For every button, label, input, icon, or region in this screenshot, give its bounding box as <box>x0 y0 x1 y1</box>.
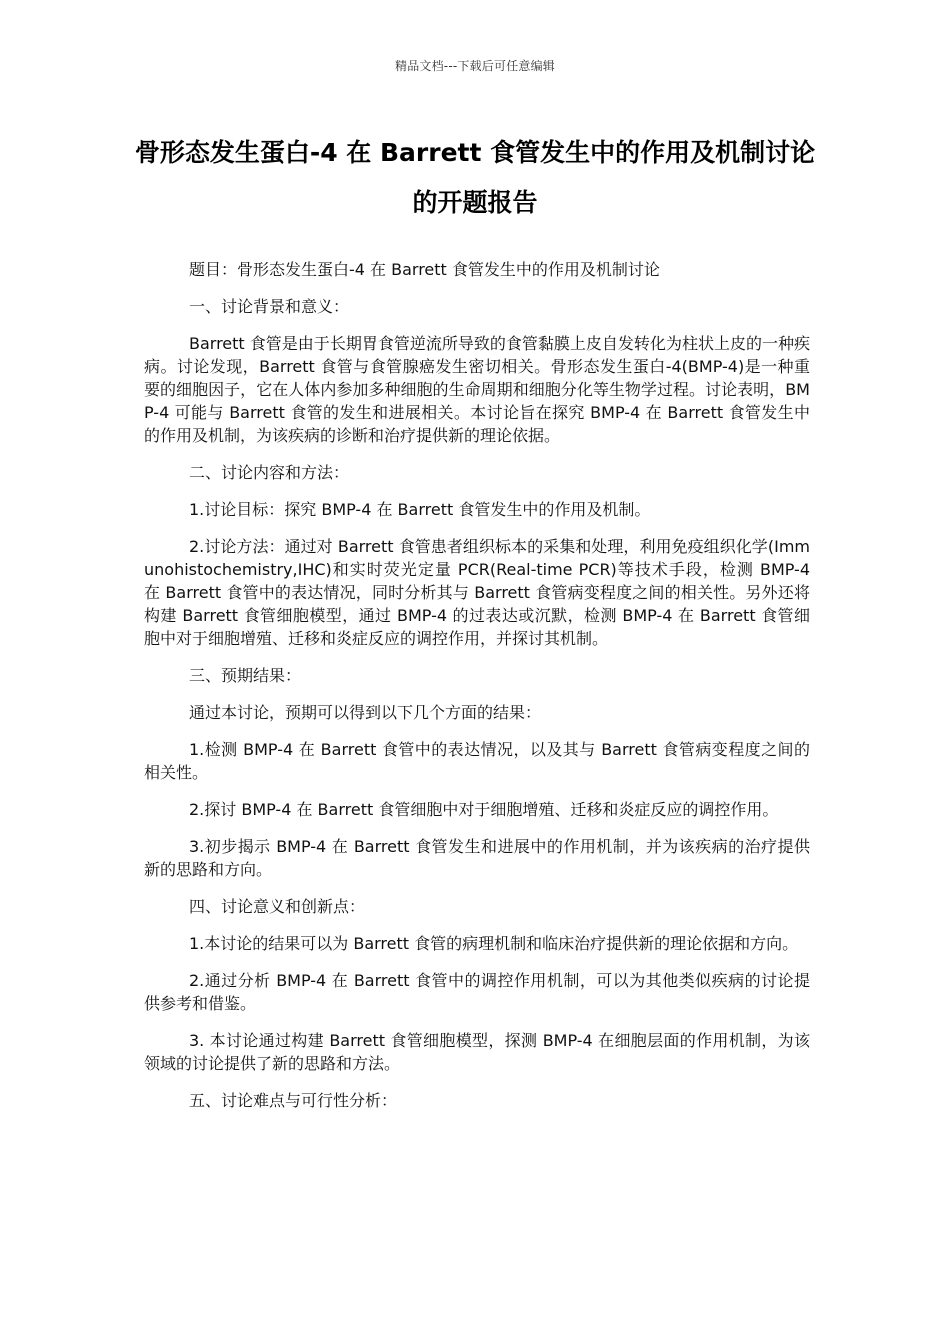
document-title <box>120 128 830 228</box>
expected-results-intro: 通过本讨论，预期可以得到以下几个方面的结果： <box>189 703 542 722</box>
expected-result-1: 1.检测 BMP-4 在 Barrett 食管中的表达情况，以及其与 Barrett 食管病变程度之间的相关性。 <box>144 740 810 782</box>
title-line-1: 骨形态发生蛋白-4 在 Barrett 食管发生中的作用及机制讨论 <box>134 138 816 167</box>
section-heading-content-methods: 二、讨论内容和方法： <box>189 463 350 482</box>
section-heading-difficulty: 五、讨论难点与可行性分析： <box>189 1091 398 1110</box>
background-paragraph: Barrett 食管是由于长期胃食管逆流所导致的食管黏膜上皮自发转化为柱状上皮的一种疾病。讨论发现，Barrett 食管与食管腺癌发生密切相关。骨形态发生蛋白-4(BMP-4)是一种重要的细胞因子，它在人体内参加多种细胞的生命周期和细胞分化等生物学过程。讨论表明，BMP-4 可能与 Barrett 食管的发生和进展相关。本讨论旨在探究 BMP-4 在 Barrett 食管发生中的作用及机制，为该疾病的诊断和治疗提供新的理论依据。 <box>144 334 810 445</box>
research-method-paragraph: 2.讨论方法：通过对 Barrett 食管患者组织标本的采集和处理，利用免疫组织化学(Immunohistochemistry,IHC)和实时荧光定量 PCR(Real-time PCR)等技术手段，检测 BMP-4 在 Barrett 食管中的表达情况，同时分析其与 Barrett 食管病变程度之间的相关性。另外还将构建 Barrett 食管细胞模型，通过 BMP-4 的过表达或沉默，检测 BMP-4 在 Barrett 食管细胞中对于细胞增殖、迁移和炎症反应的调控作用，并探讨其机制。 <box>144 537 810 648</box>
expected-result-2: 2.探讨 BMP-4 在 Barrett 食管细胞中对于细胞增殖、迁移和炎症反应的调控作用。 <box>189 800 779 819</box>
section-heading-significance: 四、讨论意义和创新点： <box>189 897 366 916</box>
research-goal-paragraph: 1.讨论目标：探究 BMP-4 在 Barrett 食管发生中的作用及机制。 <box>189 500 651 519</box>
significance-point-2: 2.通过分析 BMP-4 在 Barrett 食管中的调控作用机制，可以为其他类似疾病的讨论提供参考和借鉴。 <box>144 971 810 1013</box>
significance-point-1: 1.本讨论的结果可以为 Barrett 食管的病理机制和临床治疗提供新的理论依据和方向。 <box>189 934 799 953</box>
significance-point-3: 3. 本讨论通过构建 Barrett 食管细胞模型，探测 BMP-4 在细胞层面的作用机制，为该领域的讨论提供了新的思路和方法。 <box>144 1031 810 1073</box>
topic-paragraph: 题目：骨形态发生蛋白-4 在 Barrett 食管发生中的作用及机制讨论 <box>189 260 660 279</box>
section-heading-expected-results: 三、预期结果： <box>189 666 302 685</box>
section-heading-background: 一、讨论背景和意义： <box>189 297 350 316</box>
document-body <box>144 258 810 1126</box>
header-note: 精品文档---下载后可任意编辑 <box>395 59 555 73</box>
expected-result-3: 3.初步揭示 BMP-4 在 Barrett 食管发生和进展中的作用机制，并为该疾病的治疗提供新的思路和方向。 <box>144 837 810 879</box>
title-line-2: 的开题报告 <box>412 188 538 217</box>
